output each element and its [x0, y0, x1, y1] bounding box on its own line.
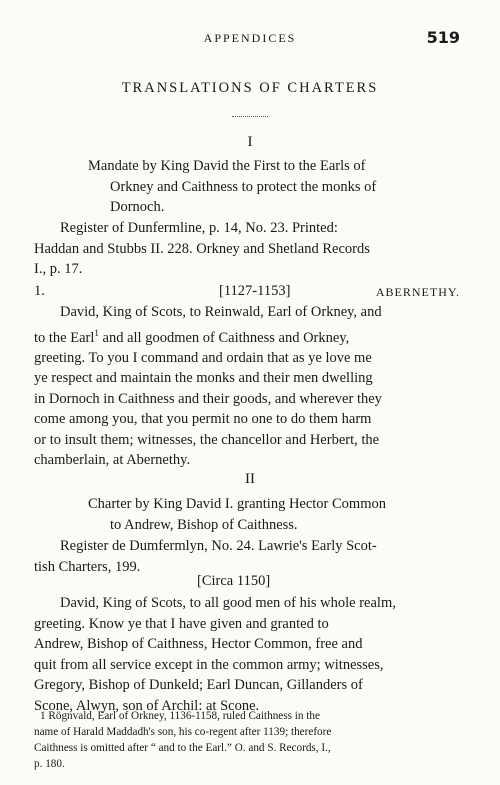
- title-rule: [232, 116, 268, 117]
- text-line-start: to the Earl: [34, 329, 95, 346]
- text-line: ye respect and maintain the monks and their men dwelling: [34, 370, 373, 387]
- text-line: greeting. Know ye that I have given and granted to: [34, 615, 329, 632]
- charter-heading: [88, 494, 460, 535]
- text-line: come among you, that you permit no one to do them harm: [34, 411, 372, 428]
- source-line: Haddan and Stubbs II. 228. Orkney and Shetland Records: [34, 240, 370, 257]
- source-line: Register de Dumfermlyn, No. 24. Lawrie's Early Scot-: [60, 538, 377, 554]
- text-line: chamberlain, at Abernethy.: [34, 452, 191, 469]
- charter-source: [34, 218, 460, 280]
- charter-numeral: I: [247, 134, 253, 150]
- source-line: Register of Dunfermline, p. 14, No. 23. Printed:: [60, 220, 338, 236]
- footnote-line: name of Harald Maddadh's son, his co-regent after 1139; therefore: [34, 726, 332, 738]
- text-line: quit from all service except in the common army; witnesses,: [34, 656, 384, 673]
- charter-text: [34, 302, 460, 471]
- source-line: I., p. 17.: [34, 261, 83, 277]
- charter-place: ABERNETHY.: [375, 285, 460, 299]
- text-line: in Dornoch in Caithness and their goods, and wherever they: [34, 390, 382, 407]
- text-line: greeting. To you I command and ordain that as ye love me: [34, 349, 372, 366]
- charter-heading-line: Charter by King David I. granting Hector Common: [88, 496, 386, 512]
- footnote-line: p. 180.: [34, 758, 65, 770]
- charter-dateline: [34, 283, 460, 303]
- text-line: Scone, Alwyn, son of Archil: at Scone.: [34, 697, 260, 714]
- charter-source: [34, 536, 460, 577]
- page-title: TRANSLATIONS OF CHARTERS: [121, 80, 379, 96]
- text-line-rest: and all goodmen of Caithness and Orkney,: [98, 329, 350, 346]
- page-number: 519: [426, 28, 460, 47]
- text-line: David, King of Scots, to all good men of his whole realm,: [60, 595, 396, 611]
- charter-number: 1.: [34, 283, 45, 299]
- text-line: Gregory, Bishop of Dunkeld; Earl Duncan, Gillanders of: [34, 677, 363, 693]
- text-line: [34, 323, 460, 348]
- running-head: [0, 28, 500, 48]
- charter-heading-line: to Andrew, Bishop of Caithness.: [110, 516, 298, 533]
- text-line: Andrew, Bishop of Caithness, Hector Common, free and: [34, 636, 363, 652]
- running-title: APPENDICES: [203, 31, 297, 45]
- charter-heading-line: Orkney and Caithness to protect the monks of: [110, 178, 377, 195]
- footnote-line: Caithness is omitted after “ and to the Earl.” O. and S. Records, I.,: [34, 742, 331, 754]
- footnote: [34, 708, 460, 772]
- charter-heading: [88, 156, 460, 218]
- charter-heading-line: Mandate by King David the First to the Earls of: [88, 158, 366, 174]
- footnote-line: 1 Rögnvald, Earl of Orkney, 1136-1158, ruled Caithness in the: [40, 710, 320, 722]
- charter-date: [1127-1153]: [219, 283, 291, 299]
- footnote-ref: 1: [94, 327, 99, 338]
- source-line: tish Charters, 199.: [34, 558, 141, 575]
- charter-heading-line: Dornoch.: [110, 199, 165, 215]
- text-line: or to insult them; witnesses, the chancellor and Herbert, the: [34, 431, 380, 448]
- charter-numeral: II: [245, 471, 255, 487]
- text-line: David, King of Scots, to Reinwald, Earl of Orkney, and: [60, 304, 382, 320]
- charter-text: [34, 593, 460, 716]
- charter-date: [Circa 1150]: [197, 573, 271, 589]
